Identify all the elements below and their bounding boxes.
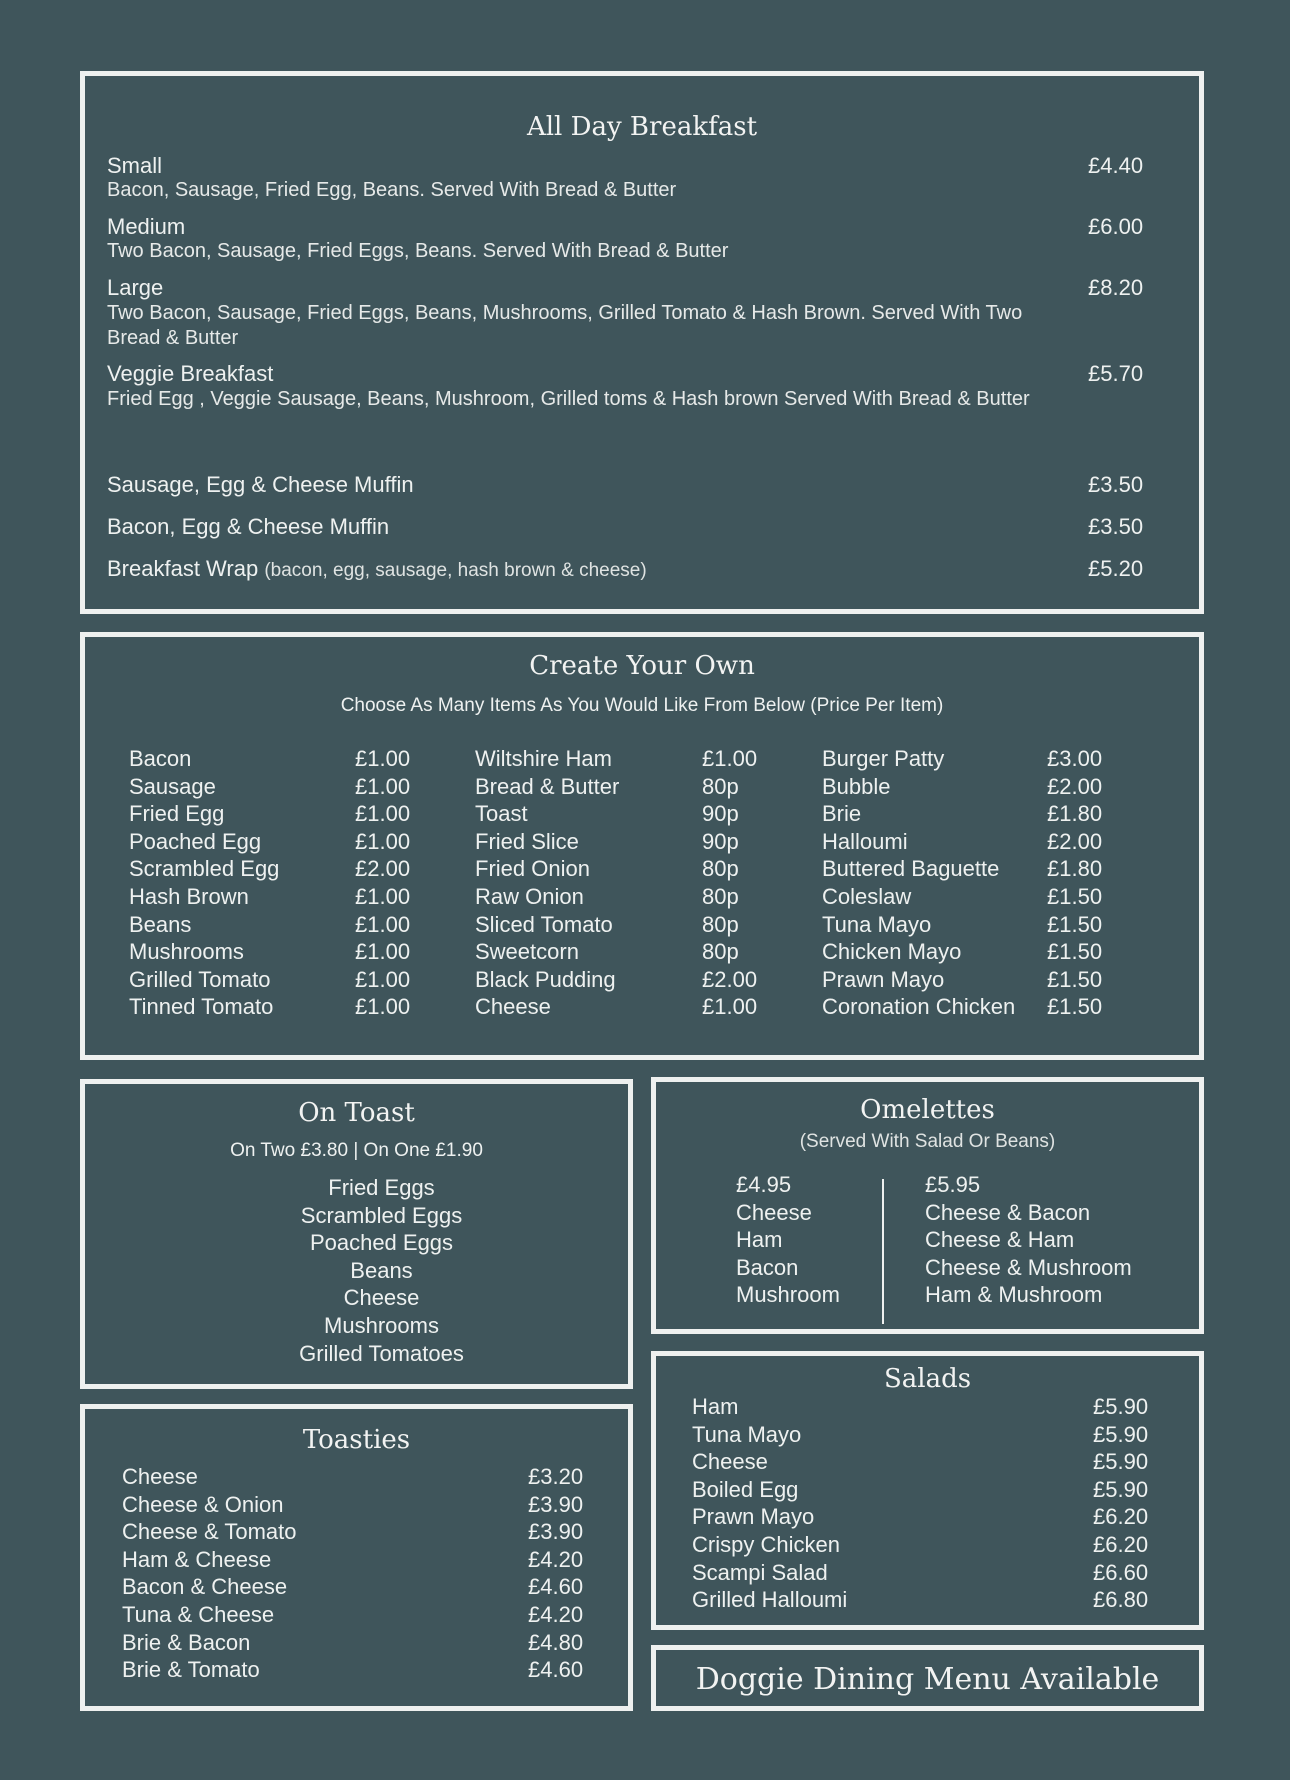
item-name: Brie & Tomato: [122, 1657, 260, 1683]
item-price: £4.40: [1088, 153, 1144, 178]
item-price: £5.20: [1088, 556, 1144, 581]
item-price: £6.20: [1093, 1531, 1149, 1557]
item-price: £2.00: [355, 856, 411, 882]
item-name: Coronation Chicken: [822, 994, 1016, 1020]
item-name: Grilled Halloumi: [692, 1587, 848, 1613]
item-description: Fried Egg , Veggie Sausage, Beans, Mushroom, Grilled toms & Hash brown Served With Bread & Butter: [107, 388, 1030, 410]
menu-item: [107, 214, 728, 263]
item-name: Scampi Salad: [692, 1559, 828, 1585]
list-item: Beans: [350, 1257, 413, 1283]
item-name: Fried Egg: [129, 801, 225, 827]
menu-item: [107, 153, 676, 202]
item-price: £1.00: [355, 966, 411, 992]
section-title: Create Your Own: [529, 651, 755, 681]
item-price: £4.20: [528, 1546, 584, 1572]
item-name: Scrambled Egg: [129, 856, 280, 882]
item-column-1: [129, 745, 279, 1021]
price-column-3: [1047, 745, 1102, 1021]
item-description: Bacon, Sausage, Fried Egg, Beans. Served With Bread & Butter: [107, 179, 677, 201]
item-name: Bubble: [822, 773, 891, 799]
item-price: £1.00: [355, 994, 411, 1020]
item-description: Two Bacon, Sausage, Fried Eggs, Beans. Served With Bread & Butter: [107, 240, 729, 262]
omelettes-right-column: [925, 1171, 1132, 1309]
item-price: £1.80: [1047, 856, 1103, 882]
item-price: £1.50: [1047, 939, 1103, 965]
item-price: £1.50: [1047, 966, 1103, 992]
item-name: Sausage, Egg & Cheese Muffin: [107, 472, 414, 497]
item-name: Raw Onion: [475, 883, 584, 909]
item-price: £6.60: [1093, 1559, 1149, 1585]
item-name: Black Pudding: [475, 966, 616, 992]
item-name: Sweetcorn: [475, 939, 579, 965]
item-name: Sliced Tomato: [475, 911, 613, 937]
toasties-prices: [528, 1463, 583, 1684]
item-name: Cheese & Onion: [122, 1491, 284, 1517]
item-price: £4.20: [528, 1601, 584, 1627]
list-item: Fried Eggs: [328, 1175, 435, 1200]
item-price: 90p: [702, 828, 739, 854]
doggie-dining-label: Doggie Dining Menu Available: [695, 1662, 1160, 1697]
list-item: Scrambled Eggs: [300, 1202, 463, 1228]
item-price: £6.20: [1093, 1504, 1149, 1530]
item-price: £1.00: [355, 746, 411, 771]
toasties-names: [122, 1463, 296, 1684]
item-name: Grilled Tomato: [129, 966, 271, 992]
section-title: On Toast: [298, 1098, 415, 1128]
salads-prices: [1093, 1393, 1148, 1614]
item-name: Brie & Bacon: [122, 1629, 251, 1655]
item-name: Bacon, Egg & Cheese Muffin: [107, 514, 390, 539]
item-price: £1.50: [1047, 883, 1103, 909]
item-name: Fried Slice: [475, 828, 579, 854]
create-your-own-section: [80, 632, 1204, 1060]
item-price: 80p: [702, 856, 739, 882]
item-price: £3.50: [1088, 514, 1144, 539]
column-divider: [882, 1179, 884, 1324]
item-column-3: [822, 745, 1015, 1021]
menu-item: [107, 472, 414, 498]
item-price: £3.00: [1047, 746, 1103, 771]
item-price: £1.50: [1047, 911, 1103, 937]
item-price: £4.60: [528, 1574, 584, 1600]
item-price: £5.90: [1093, 1421, 1149, 1447]
list-item: Cheese: [736, 1199, 812, 1225]
omelettes-left-column: [736, 1171, 840, 1309]
item-price: £1.00: [355, 773, 411, 799]
item-name: Tinned Tomato: [129, 994, 274, 1020]
item-name: Tuna Mayo: [692, 1421, 802, 1447]
menu-item: [107, 275, 1027, 351]
on-toast-list: [85, 1174, 628, 1367]
item-price: 80p: [702, 773, 739, 799]
list-item: Mushrooms: [324, 1312, 439, 1338]
item-name: Beans: [129, 911, 192, 937]
item-name: Fried Onion: [475, 856, 590, 882]
price-column-1: [355, 745, 410, 1021]
list-item: Cheese: [343, 1285, 420, 1311]
item-price: £1.50: [1047, 994, 1103, 1020]
item-price: £1.00: [355, 911, 411, 937]
item-description: Two Bacon, Sausage, Fried Eggs, Beans, Mushrooms, Grilled Tomato & Hash Brown. Served With Two Bread & Butter: [107, 302, 1023, 349]
list-item: Cheese & Ham: [925, 1227, 1075, 1253]
item-name: Large: [107, 275, 164, 300]
item-price: £4.60: [528, 1657, 584, 1683]
item-price: 90p: [702, 801, 739, 827]
item-name: Bread & Butter: [475, 773, 620, 799]
on-toast-section: [80, 1079, 633, 1389]
list-item: Ham: [736, 1227, 783, 1253]
item-name: Brie: [822, 801, 862, 827]
doggie-dining-banner: [651, 1645, 1204, 1711]
section-title: Omelettes: [860, 1095, 995, 1125]
menu-item: [107, 514, 389, 540]
item-name: Wiltshire Ham: [475, 746, 612, 771]
item-price: £3.20: [528, 1464, 584, 1489]
item-price: £3.90: [528, 1491, 584, 1517]
item-price: £2.00: [702, 966, 758, 992]
section-title: Toasties: [302, 1425, 411, 1455]
list-item: Grilled Tomatoes: [299, 1340, 464, 1366]
section-subtitle: Choose As Many Items As You Would Like From Below (Price Per Item): [340, 695, 944, 716]
item-name: Chicken Mayo: [822, 939, 962, 965]
item-price: 80p: [702, 911, 739, 937]
item-name: Small: [107, 153, 163, 178]
menu-item: [107, 556, 647, 582]
toasties-section: [80, 1404, 633, 1711]
item-price: £6.80: [1093, 1587, 1149, 1613]
list-item: Bacon: [736, 1254, 799, 1280]
omelette-price: £4.95: [736, 1172, 792, 1197]
item-price: £1.00: [355, 828, 411, 854]
section-subtitle: (Served With Salad Or Beans): [799, 1131, 1056, 1152]
item-price: £1.00: [702, 994, 758, 1020]
item-price: £8.20: [1088, 275, 1144, 300]
item-name: Halloumi: [822, 828, 908, 854]
item-name: Prawn Mayo: [692, 1504, 815, 1530]
menu-item: [107, 361, 1057, 412]
item-name: Bacon: [129, 746, 192, 771]
list-item: Mushroom: [736, 1282, 840, 1308]
item-name: Boiled Egg: [692, 1476, 799, 1502]
item-price: £1.80: [1047, 801, 1103, 827]
item-note: (bacon, egg, sausage, hash brown & cheese): [264, 560, 647, 581]
item-name: Toast: [475, 801, 528, 827]
item-name: Poached Egg: [129, 828, 262, 854]
item-name: Sausage: [129, 773, 216, 799]
item-price: £5.90: [1093, 1476, 1149, 1502]
item-price: £2.00: [1047, 828, 1103, 854]
omelettes-section: [651, 1077, 1204, 1334]
omelette-price: £5.95: [925, 1172, 981, 1197]
item-price: £1.00: [355, 801, 411, 827]
item-name: Crispy Chicken: [692, 1531, 840, 1557]
item-price: £5.90: [1093, 1394, 1149, 1419]
salads-section: [651, 1351, 1204, 1630]
item-price: £3.50: [1088, 472, 1144, 497]
item-name: Ham: [692, 1394, 739, 1419]
item-name: Cheese: [475, 994, 551, 1020]
section-subtitle: On Two £3.80 | On One £1.90: [230, 1140, 483, 1161]
section-title: All Day Breakfast: [526, 112, 758, 142]
item-name: Ham & Cheese: [122, 1546, 272, 1572]
item-price: £5.90: [1093, 1449, 1149, 1475]
item-name: Veggie Breakfast: [107, 361, 274, 386]
item-name: Hash Brown: [129, 883, 249, 909]
salads-names: [692, 1393, 847, 1614]
list-item: Poached Eggs: [309, 1230, 454, 1256]
item-price: £1.00: [355, 939, 411, 965]
item-price: £1.00: [355, 883, 411, 909]
all-day-breakfast-section: [80, 71, 1204, 614]
item-name: Cheese & Tomato: [122, 1519, 297, 1545]
item-name: Cheese: [122, 1464, 198, 1489]
item-name: Buttered Baguette: [822, 856, 1000, 882]
list-item: Ham & Mushroom: [925, 1282, 1103, 1308]
item-name: Mushrooms: [129, 939, 244, 965]
item-name: Burger Patty: [822, 746, 945, 771]
item-price: £4.80: [528, 1629, 584, 1655]
item-price: £5.70: [1088, 361, 1144, 386]
item-name: Tuna Mayo: [822, 911, 932, 937]
item-price: £3.90: [528, 1519, 584, 1545]
item-price: £6.00: [1088, 214, 1144, 239]
list-item: Cheese & Mushroom: [925, 1254, 1132, 1280]
item-price: £1.00: [702, 746, 758, 771]
item-price: £2.00: [1047, 773, 1103, 799]
item-name: Tuna & Cheese: [122, 1601, 275, 1627]
price-column-2: [702, 745, 757, 1021]
item-price: 80p: [702, 883, 739, 909]
section-title: Salads: [883, 1364, 972, 1394]
item-name: Cheese: [692, 1449, 768, 1475]
item-name: Bacon & Cheese: [122, 1574, 288, 1600]
item-price: 80p: [702, 939, 739, 965]
item-column-2: [475, 745, 619, 1021]
item-name: Coleslaw: [822, 883, 912, 909]
list-item: Cheese & Bacon: [925, 1199, 1091, 1225]
item-name: Breakfast Wrap: [107, 556, 259, 581]
item-name: Prawn Mayo: [822, 966, 945, 992]
item-name: Medium: [107, 214, 186, 239]
